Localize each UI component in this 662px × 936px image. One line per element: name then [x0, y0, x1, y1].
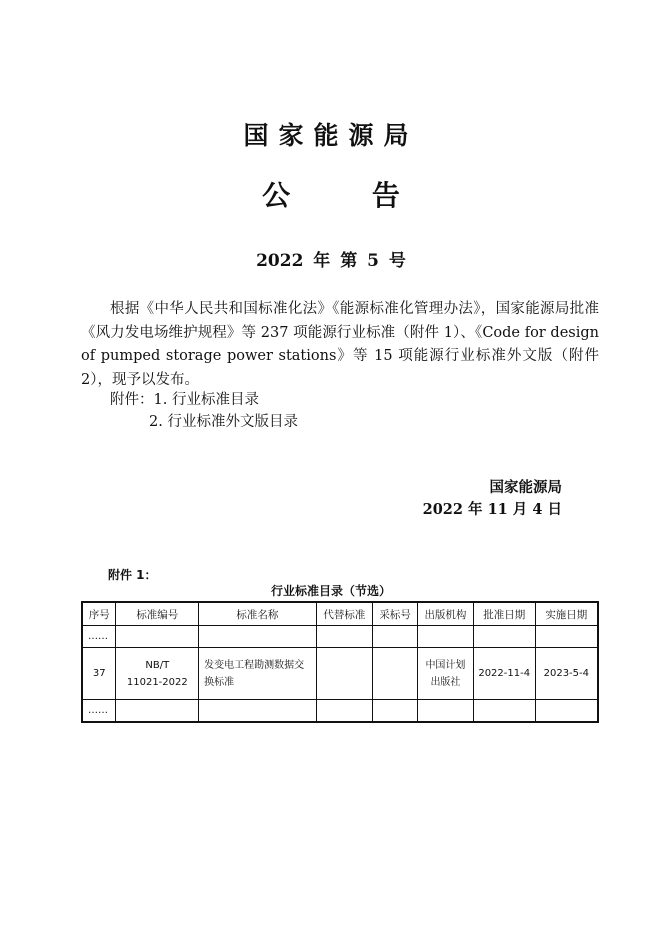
ellipsis-cell: ……	[82, 626, 116, 648]
column-header: 标准编号	[116, 602, 199, 626]
annex-table-title: 行业标准目录（节选）	[270, 584, 391, 598]
standard-code-line1: NB/T	[145, 659, 170, 671]
signature-date: 2022 年 11 月 4 日	[422, 501, 562, 518]
standard-code-cell	[116, 648, 199, 700]
announcement-paragraph: 根据《中华人民共和国标准化法》《能源标准化管理办法》，国家能源局批准《风力发电场维护规程》等 237 项能源行业标准（附件 1）、《Code for design of pumped storage power stations》等 15 项能源行业标准外文版（附件 2），现予以发布。	[81, 301, 599, 388]
standards-table	[81, 601, 599, 723]
column-header: 标准名称	[199, 602, 316, 626]
document-type-title: 公 告	[262, 179, 436, 212]
table-row-ellipsis	[82, 626, 598, 648]
standard-code-line2: 11021-2022	[126, 676, 188, 688]
column-header: 批准日期	[473, 602, 535, 626]
attachment-line-2: 2. 行业标准外文版目录	[149, 414, 298, 430]
effective-date-cell: 2023-5-4	[535, 648, 598, 700]
issue-number: 2022 年 第 5 号	[256, 251, 406, 271]
publisher-line1: 中国计划	[425, 659, 466, 671]
publisher-cell	[418, 648, 474, 700]
approval-date-cell: 2022-11-4	[473, 648, 535, 700]
ellipsis-cell: ……	[82, 700, 116, 723]
publisher-line2: 出版社	[430, 676, 461, 688]
table-row	[82, 648, 598, 700]
adopted-cell	[373, 648, 418, 700]
table-row-ellipsis	[82, 700, 598, 723]
column-header: 序号	[82, 602, 116, 626]
announcement-body	[81, 298, 599, 392]
attachment-line-1: 附件：1. 行业标准目录	[110, 392, 259, 408]
column-header: 代替标准	[316, 602, 373, 626]
replaces-cell	[316, 648, 373, 700]
column-header: 采标号	[373, 602, 418, 626]
agency-title: 国家能源局	[243, 121, 419, 150]
column-header: 实施日期	[535, 602, 598, 626]
column-header: 出版机构	[418, 602, 474, 626]
table-header-row	[82, 602, 598, 626]
standard-name-cell: 发变电工程勘测数据交换标准	[199, 648, 316, 700]
signature-organization: 国家能源局	[489, 480, 562, 496]
seq-cell: 37	[82, 648, 116, 700]
annex-label: 附件 1：	[108, 568, 157, 582]
